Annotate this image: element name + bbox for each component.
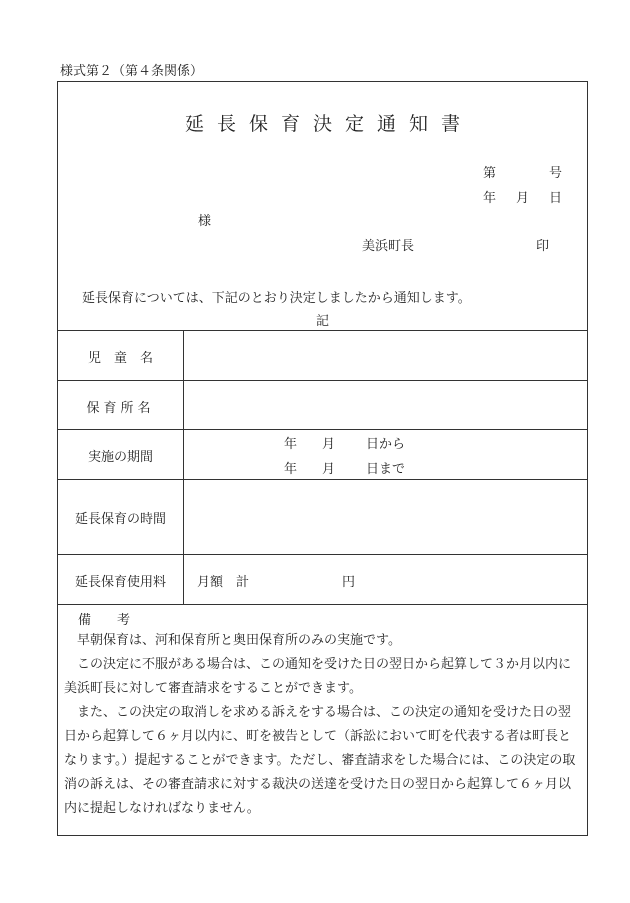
period-to-month: 月 (322, 462, 336, 477)
seal-mark: 印 (536, 239, 550, 254)
hours-label: 延長保育の時間 (74, 512, 166, 527)
row-divider (58, 429, 587, 430)
form-frame (57, 81, 588, 836)
row-divider (58, 479, 587, 480)
period-to-year: 年 (284, 462, 298, 477)
remarks-paragraph: 早朝保育は、河和保育所と奥田保育所のみの実施です。 (77, 633, 401, 648)
fee-unit: 円 (342, 575, 356, 590)
date-year: 年 (483, 191, 497, 206)
period-from-month: 月 (322, 437, 336, 452)
document-title: 延長保育決定通知書 (184, 113, 473, 135)
remarks-heading: 備 考 (78, 613, 131, 628)
nursery-label: 保育所名 (86, 401, 155, 416)
fee-monthly-label: 月額 計 (197, 575, 250, 590)
row-divider (58, 380, 587, 381)
recipient-suffix: 様 (198, 214, 212, 229)
date-day: 日 (549, 191, 563, 206)
remarks-paragraph: この決定に不服がある場合は、この通知を受けた日の翌日から起算して３か月以内に美浜町長に対して審査請求をすることができます。 (64, 657, 572, 696)
table-top-line (58, 330, 587, 331)
number-prefix: 第 (483, 166, 497, 181)
row-divider (58, 554, 587, 555)
table-bottom-line (58, 604, 587, 605)
period-to-day: 日まで (366, 462, 406, 477)
form-id: 様式第２（第４条関係） (60, 64, 204, 79)
intro-text: 延長保育については、下記のとおり決定しましたから通知します。 (82, 291, 471, 306)
date-month: 月 (516, 191, 530, 206)
period-label: 実施の期間 (87, 450, 153, 465)
period-from-day: 日から (366, 437, 406, 452)
number-suffix: 号 (549, 166, 563, 181)
issuer-name: 美浜町長 (362, 239, 415, 254)
remarks-paragraph: また、この決定の取消しを求める訴えをする場合は、この決定の通知を受けた日の翌日から起算して６ヶ月以内に、町を被告として（訴訟において町を代表する者は町長となります。）提起することができます。ただし、審査請求をした場合には、この決定の取消の訴えは、その審査請求に対する裁決の送達を受けた日の翌日から起算して６ヶ月以内に提起しなければなりません。 (64, 705, 576, 816)
column-divider (183, 330, 184, 604)
child-name-label: 児 童 名 (87, 351, 153, 366)
fee-label: 延長保育使用料 (74, 575, 166, 590)
ki-label: 記 (316, 314, 330, 329)
period-from-year: 年 (284, 437, 298, 452)
